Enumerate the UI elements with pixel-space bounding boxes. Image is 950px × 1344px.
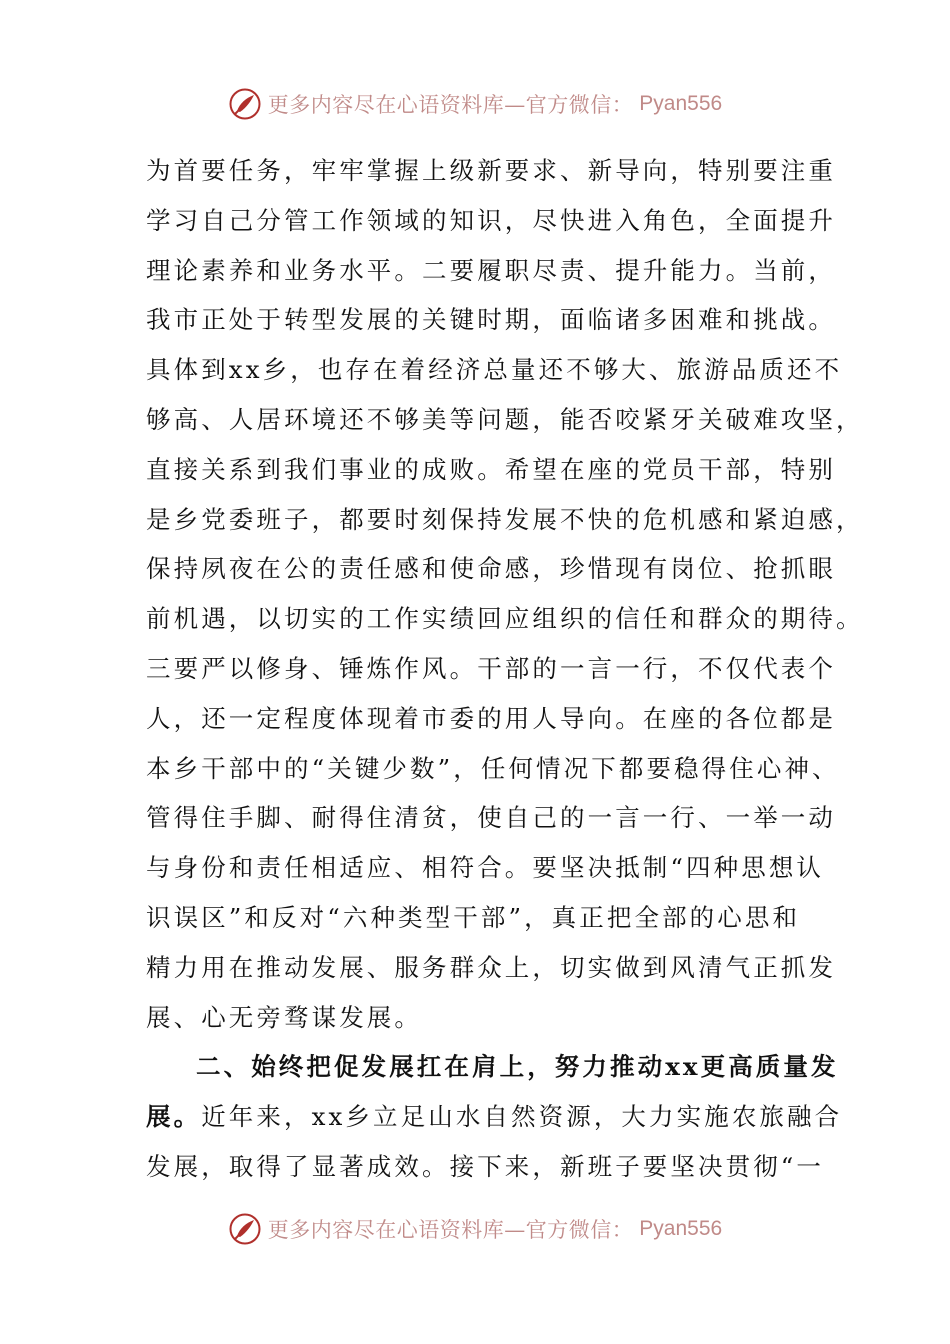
- body-line: 为首要任务，牢牢掌握上级新要求、新导向，特别要注重: [146, 156, 836, 185]
- body-line: 够高、人居环境还不够美等问题，能否咬紧牙关破难攻坚，: [146, 404, 864, 434]
- watermark-wechat-id: Pyan556: [639, 1217, 723, 1240]
- body-line: 管得住手脚、耐得住清贫，使自己的一言一行、一举一动: [146, 803, 836, 833]
- watermark-text: 更多内容尽在心语资料库—官方微信：: [267, 93, 634, 117]
- body-line-rest: 近年来，xx乡立足山水自然资源，大力实施农旅融合: [201, 1102, 843, 1132]
- body-line: 本乡干部中的“关键少数”，任何情况下都要稳得住心神、: [146, 753, 840, 783]
- section-heading-end: 展。: [146, 1102, 202, 1132]
- document-body: [146, 146, 864, 1192]
- body-line: [146, 1092, 843, 1142]
- body-line: 与身份和责任相适应、相符合。要坚决抵制“四种思想认: [146, 853, 825, 883]
- body-line: 精力用在推动发展、服务群众上，切实做到风清气正抓发: [146, 952, 836, 982]
- pen-nib-logo-icon: [228, 87, 262, 121]
- body-line: 保持夙夜在公的责任感和使命感，珍惜现有岗位、抢抓眼: [146, 554, 836, 584]
- body-line: 识误区”和反对“六种类型干部”，真正把全部的心思和: [146, 902, 801, 932]
- body-line: 三要严以修身、锤炼作风。干部的一言一行，不仅代表个: [146, 653, 836, 683]
- watermark-wechat-id: Pyan556: [639, 92, 723, 115]
- header-watermark: [0, 84, 950, 124]
- body-line: 学习自己分管工作领域的知识，尽快进入角色，全面提升: [146, 205, 836, 235]
- pen-nib-logo-icon: [228, 1212, 262, 1246]
- body-line: 发展，取得了显著成效。接下来，新班子要坚决贯彻“一: [146, 1151, 825, 1181]
- body-line: 直接关系到我们事业的成败。希望在座的党员干部，特别: [146, 454, 836, 484]
- body-line: 理论素养和业务水平。二要履职尽责、提升能力。当前，: [146, 255, 836, 285]
- body-line: 我市正处于转型发展的关键时期，面临诸多困难和挑战。: [146, 305, 836, 335]
- body-line: 具体到xx乡，也存在着经济总量还不够大、旅游品质还不: [146, 355, 843, 385]
- section-heading: 二、始终把促发展扛在肩上，努力推动xx更高质量发: [196, 1052, 839, 1082]
- body-line: 前机遇，以切实的工作实绩回应组织的信任和群众的期待。: [146, 604, 864, 634]
- body-line: 展、心无旁骛谋发展。: [146, 1002, 422, 1032]
- body-line: 人，还一定程度体现着市委的用人导向。在座的各位都是: [146, 703, 836, 733]
- watermark-text: 更多内容尽在心语资料库—官方微信：: [267, 1218, 634, 1242]
- footer-watermark: [0, 1209, 950, 1249]
- body-line: 是乡党委班子，都要时刻保持发展不快的危机感和紧迫感，: [146, 504, 864, 534]
